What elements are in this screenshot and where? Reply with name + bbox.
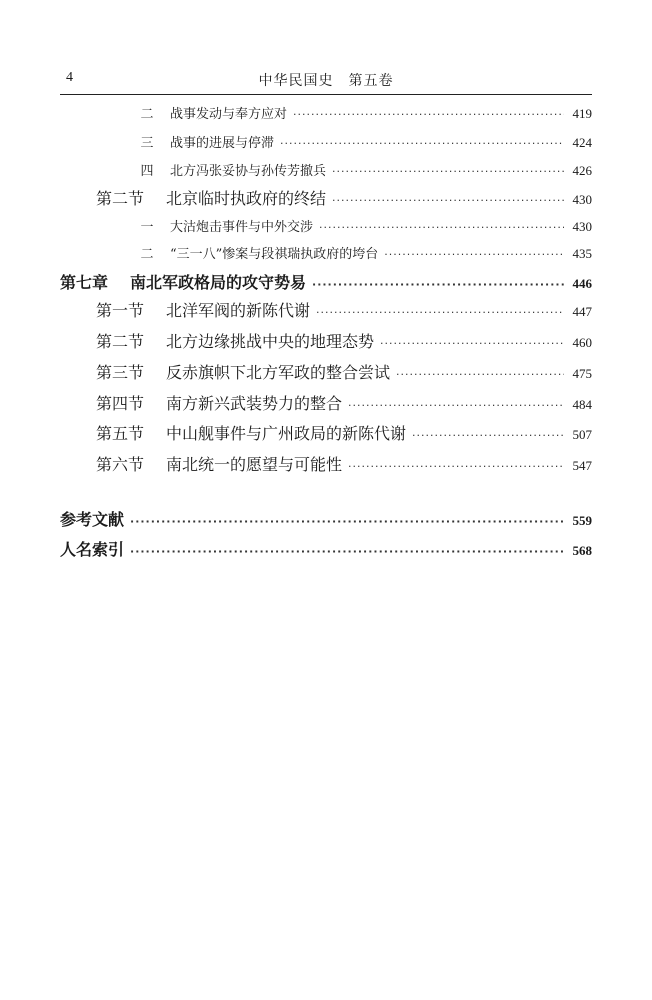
dot-leader [332,194,564,207]
entry-page: 507 [572,427,592,442]
toc-entry[interactable] [132,160,592,179]
entry-page: 430 [572,192,592,207]
entry-number: 第六节 [96,455,145,474]
toc-entry[interactable] [132,103,592,122]
entry-page: 475 [572,366,592,381]
entry-number: 第二节 [96,332,145,351]
chapter-number: 第七章 [60,273,109,292]
entry-page: 419 [572,106,592,121]
entry-title: 南方新兴武装势力的整合 [166,394,343,413]
entry-title: 大沽炮击事件与中外交涉 [170,220,314,235]
dot-leader [293,108,564,121]
entry-number: 第四节 [96,394,145,413]
toc-entry[interactable] [96,360,592,383]
toc-entry[interactable] [96,421,592,444]
dot-leader [130,515,564,528]
entry-number: 三 [140,136,154,151]
entry-page: 484 [572,397,592,412]
entry-title: 战事发动与奉方应对 [170,107,288,122]
toc-chapter-entry[interactable] [60,270,592,293]
toc-entry[interactable] [96,186,592,209]
dot-leader [348,399,564,412]
entry-page: 424 [572,135,592,150]
header-rule [60,94,592,95]
toc-entry[interactable] [132,132,592,151]
dot-leader [380,337,564,350]
dot-leader [384,248,564,261]
dot-leader [316,306,564,319]
toc-entry[interactable] [132,216,592,235]
toc-entry[interactable] [96,452,592,475]
entry-title: 北洋军阀的新陈代谢 [166,301,311,320]
toc-entry[interactable] [96,391,592,414]
toc-entry[interactable] [96,298,592,321]
entry-number: 第三节 [96,363,145,382]
entry-title: 北方冯张妥协与孙传芳撤兵 [170,164,327,179]
dot-leader [319,221,564,234]
entry-title: 北方边缘挑战中央的地理态势 [166,332,375,351]
entry-title: 北京临时执政府的终结 [166,189,327,208]
running-header [60,70,592,92]
entry-number: 第一节 [96,301,145,320]
entry-page: 435 [572,246,592,261]
entry-page: 568 [572,543,592,558]
entry-page: 447 [572,304,592,319]
entry-number: 一 [140,220,154,235]
entry-page: 430 [572,219,592,234]
dot-leader [412,429,564,442]
running-title: 中华民国史 第五卷 [258,73,394,89]
dot-leader [280,137,564,150]
appendix-title: 参考文献 [60,510,125,529]
page-number: 4 [66,70,73,85]
entry-number: 第二节 [96,189,145,208]
entry-title: 南北统一的愿望与可能性 [166,455,343,474]
entry-number: 二 [140,247,154,262]
entry-number: 二 [140,107,154,122]
entry-title: 中山舰事件与广州政局的新陈代谢 [166,424,407,443]
toc-entry[interactable] [132,243,592,262]
dot-leader [332,165,564,178]
toc-entry[interactable] [96,329,592,352]
toc-appendix-entry[interactable] [60,537,592,560]
entry-number: 第五节 [96,424,145,443]
dot-leader [312,278,564,291]
entry-title: 战事的进展与停滞 [170,136,275,151]
dot-leader [130,545,564,558]
toc-appendix-entry[interactable] [60,507,592,530]
entry-page: 426 [572,163,592,178]
entry-page: 559 [572,513,592,528]
chapter-title: 南北军政格局的攻守势易 [130,273,307,292]
appendix-title: 人名索引 [60,540,125,559]
dot-leader [348,460,564,473]
entry-page: 460 [572,335,592,350]
entry-page: 547 [572,458,592,473]
entry-page: 446 [572,276,592,291]
dot-leader [396,368,564,381]
entry-title: “三一八”惨案与段祺瑞执政府的垮台 [170,247,379,262]
entry-number: 四 [140,164,154,179]
entry-title: 反赤旗帜下北方军政的整合尝试 [166,363,391,382]
